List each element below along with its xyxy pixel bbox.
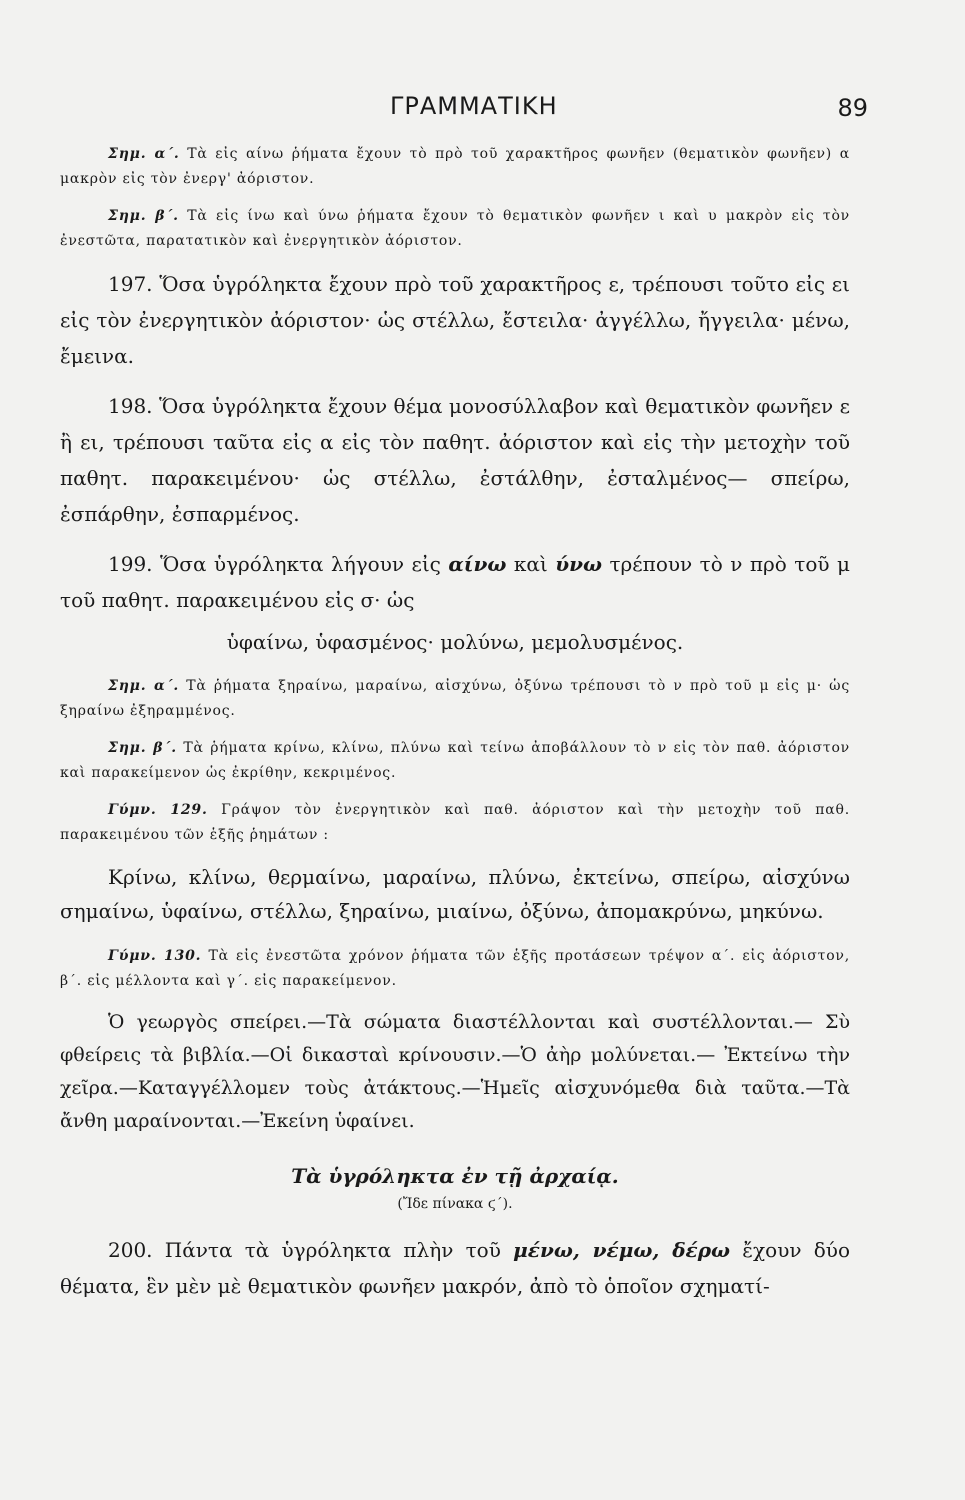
note-text: Τὰ εἰς ίνω καὶ ύνω ῥήματα ἔχουν τὸ θεματικὸν φωνῆεν ι καὶ υ μακρὸν εἰς τὸν ἐνεστῶτα, παρατατικὸν καὶ ἐνεργητικὸν ἀόριστον. (60, 208, 850, 249)
section-subtitle: (Ἴδε πίνακα ϛ΄). (397, 1196, 513, 1212)
keyword: μένω, νέμω, δέρω (513, 1238, 731, 1262)
note-beta-2 (60, 736, 850, 786)
exercise-129 (60, 798, 850, 848)
exercise-sentences: Ὁ γεωργὸς σπείρει.—Τὰ σώματα διαστέλλονται καὶ συστέλλονται.— Σὺ φθείρεις τὰ βιβλία.—Οἱ δικασταὶ κρίνουσιν.—Ὁ ἀὴρ μολύνεται.— Ἐκτείνω τὴν χεῖρα.—Καταγγέλλομεν τοὺς ἀτάκτους.—Ἡμεῖς αἰσχυνόμεθα διὰ ταῦτα.—Τὰ ἄνθη μαραίνονται.—Ἐκείνη ὑφαίνει. (60, 1011, 850, 1132)
note-label: Σημ. α΄. (108, 678, 180, 694)
keyword: ύνω (555, 552, 602, 576)
verb-list: Κρίνω, κλίνω, θερμαίνω, μαραίνω, πλύνω, ἐκτείνω, σπείρω, αἰσχύνω σημαίνω, ὑφαίνω, στέλλω, ξηραίνω, μιαίνω, ὀξύνω, ἀπομακρύνω, μηκύνω. (60, 865, 850, 923)
note-text: Τὰ ῥήματα ξηραίνω, μαραίνω, αἰσχύνω, ὀξύνω τρέπουσι τὸ ν πρὸ τοῦ μ εἰς μ· ὡς ξηραίνω ἐξηραμμένος. (60, 678, 850, 719)
paragraph-200 (60, 1232, 850, 1304)
book-page (60, 92, 868, 1318)
paragraph-number: 198. (108, 394, 153, 418)
exercise-label: Γύμν. 130. (108, 948, 202, 964)
paragraph-number: 197. (108, 272, 153, 296)
paragraph-text: τρέπουν τὸ ν πρὸ τοῦ μ τοῦ παθητ. παρακειμένου εἰς σ· ὡς (60, 552, 851, 612)
note-label: Σημ. α΄. (108, 146, 180, 162)
paragraph-text: Ὅσα ὑγρόληκτα ἔχουν πρὸ τοῦ χαρακτῆρος ε, τρέπουσι τοῦτο εἰς ει εἰς τὸν ἐνεργητικὸν ἀόριστον· ὡς στέλλω, ἔστειλα· ἀγγέλλω, ἤγγειλα· μένω, ἔμεινα. (60, 272, 851, 368)
paragraph-text: Ὅσα ὑγρόληκτα λήγουν εἰς (160, 552, 441, 576)
exercise-label: Γύμν. 129. (108, 802, 208, 818)
paragraph-text: Πάντα τὰ ὑγρόληκτα πλὴν τοῦ (164, 1238, 501, 1262)
note-alpha (60, 142, 850, 192)
paragraph-number: 200. (108, 1238, 153, 1262)
keyword: αίνω (448, 552, 507, 576)
exercise-text: Τὰ εἰς ἐνεστῶτα χρόνον ῥήματα τῶν ἑξῆς προτάσεων τρέψον α΄. εἰς ἀόριστον, β΄. εἰς μέλλοντα καὶ γ΄. εἰς παρακείμενον. (60, 948, 850, 989)
page-header (60, 92, 868, 142)
paragraph-198 (60, 388, 850, 532)
note-label: Σημ. β΄. (108, 740, 177, 756)
section-title: Τὰ ὑγρόληκτα ἐν τῇ ἀρχαίᾳ. (291, 1164, 619, 1188)
note-label: Σημ. β΄. (108, 208, 179, 224)
paragraph-text: Ὅσα ὑγρόληκτα ἔχουν θέμα μονοσύλλαβον καὶ θεματικὸν φωνῆεν ε ἢ ει, τρέπουσι ταῦτα εἰς α εἰς τὸν παθητ. ἀόριστον καὶ εἰς τὴν μετοχὴν τοῦ παθητ. παρακειμένου· ὡς στέλλω, ἐστάλθην, ἐσταλμένος— σπείρω, ἐσπάρθην, ἐσπαρμένος. (60, 394, 850, 526)
exercise-130 (60, 944, 850, 994)
note-beta (60, 204, 850, 254)
paragraph-text: καὶ (513, 552, 548, 576)
paragraph-text: ἔχουν δύο θέματα, ἓν μὲν μὲ θεματικὸν φωνῆεν μακρόν, ἀπὸ τὸ ὁποῖον σχηματί- (60, 1238, 850, 1298)
note-text: Τὰ εἰς αίνω ῥήματα ἔχουν τὸ πρὸ τοῦ χαρακτῆρος φωνῆεν (θεματικὸν φωνῆεν) α μακρὸν εἰς τὸν ἐνεργ' ἀόριστον. (60, 146, 850, 187)
paragraph-197 (60, 266, 850, 374)
note-text: Τὰ ῥήματα κρίνω, κλίνω, πλύνω καὶ τείνω ἀποβάλλουν τὸ ν εἰς τὸν παθ. ἀόριστον καὶ παρακείμενον ὡς ἐκρίθην, κεκριμένος. (60, 740, 850, 781)
paragraph-number: 199. (108, 552, 153, 576)
exercise-text: Γράψον τὸν ἐνεργητικὸν καὶ παθ. ἀόριστον καὶ τὴν μετοχὴν τοῦ παθ. παρακειμένου τῶν ἑξῆς ῥημάτων : (60, 802, 850, 843)
example-line: ὑφαίνω, ὑφασμένος· μολύνω, μεμολυσμένος. (226, 630, 684, 654)
running-title: ΓΡΑΜΜΑΤΙΚΗ (390, 92, 558, 120)
note-alpha-2 (60, 674, 850, 724)
page-number: 89 (837, 94, 868, 122)
paragraph-199 (60, 546, 850, 618)
